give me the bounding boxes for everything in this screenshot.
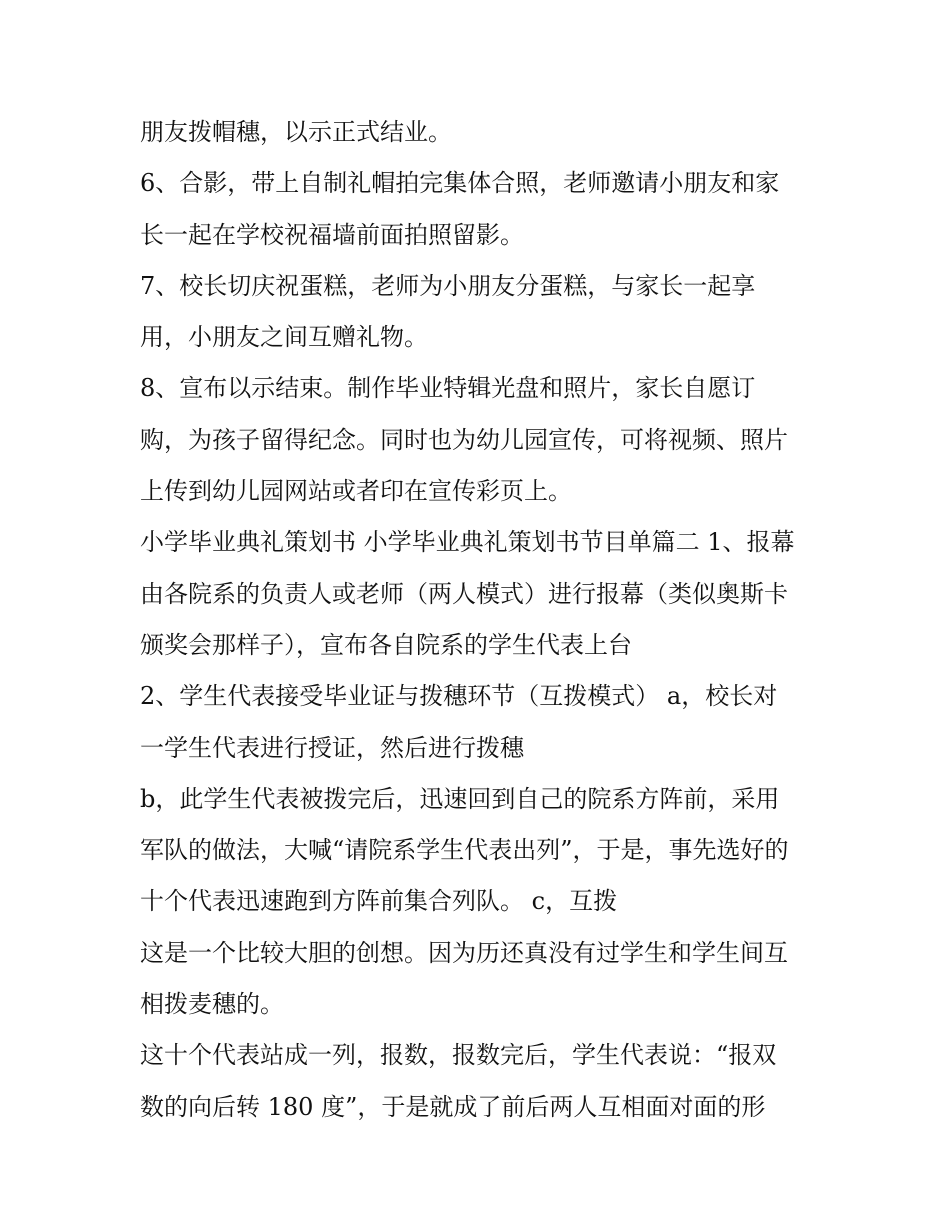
text-line: 由各院系的负责人或老师（两人模式）进行报幕（类似奥斯卡 xyxy=(140,579,788,608)
text-line: 颁奖会那样子），宣布各自院系的学生代表上台 xyxy=(140,630,632,659)
text-line: 朋友拨帽穗，以示正式结业。 xyxy=(140,118,452,146)
text-line: 相拨麦穗的。 xyxy=(140,990,284,1019)
text-line: 长一起在学校祝福墙前面拍照留影。 xyxy=(140,220,524,249)
text-line: 用，小朋友之间互赠礼物。 xyxy=(140,323,428,352)
text-line: 7、校长切庆祝蛋糕，老师为小朋友分蛋糕，与家长一起享 xyxy=(140,271,756,300)
text-line: 6、合影，带上自制礼帽拍完集体合照，老师邀请小朋友和家 xyxy=(140,169,780,198)
text-line: 小学毕业典礼策划书 小学毕业典礼策划书节目单篇二 1、报幕 xyxy=(140,528,795,557)
text-line: 8、宣布以示结束。制作毕业特辑光盘和照片，家长自愿订 xyxy=(140,374,756,403)
text-line: 2、学生代表接受毕业证与拨穗环节（互拨模式） a，校长对 xyxy=(140,682,778,711)
text-line: 购，为孩子留得纪念。同时也为幼儿园宣传，可将视频、照片 xyxy=(140,425,788,454)
document-body xyxy=(140,107,820,1133)
text-line: 数的向后转 180 度”，于是就成了前后两人互相面对面的形 xyxy=(140,1092,766,1121)
text-line: 这十个代表站成一列，报数，报数完后，学生代表说：“报双 xyxy=(140,1041,777,1070)
text-line: 这是一个比较大胆的创想。因为历还真没有过学生和学生间互 xyxy=(140,938,788,967)
text-line: 十个代表迅速跑到方阵前集合列队。 c，互拨 xyxy=(140,887,618,916)
text-line: 上传到幼儿园网站或者印在宣传彩页上。 xyxy=(140,477,572,506)
text-line: 一学生代表进行授证，然后进行拨穗 xyxy=(140,733,524,762)
text-line: 军队的做法，大喊“请院系学生代表出列”，于是，事先选好的 xyxy=(140,836,789,865)
text-line: b，此学生代表被拨完后，迅速回到自己的院系方阵前，采用 xyxy=(140,784,780,813)
